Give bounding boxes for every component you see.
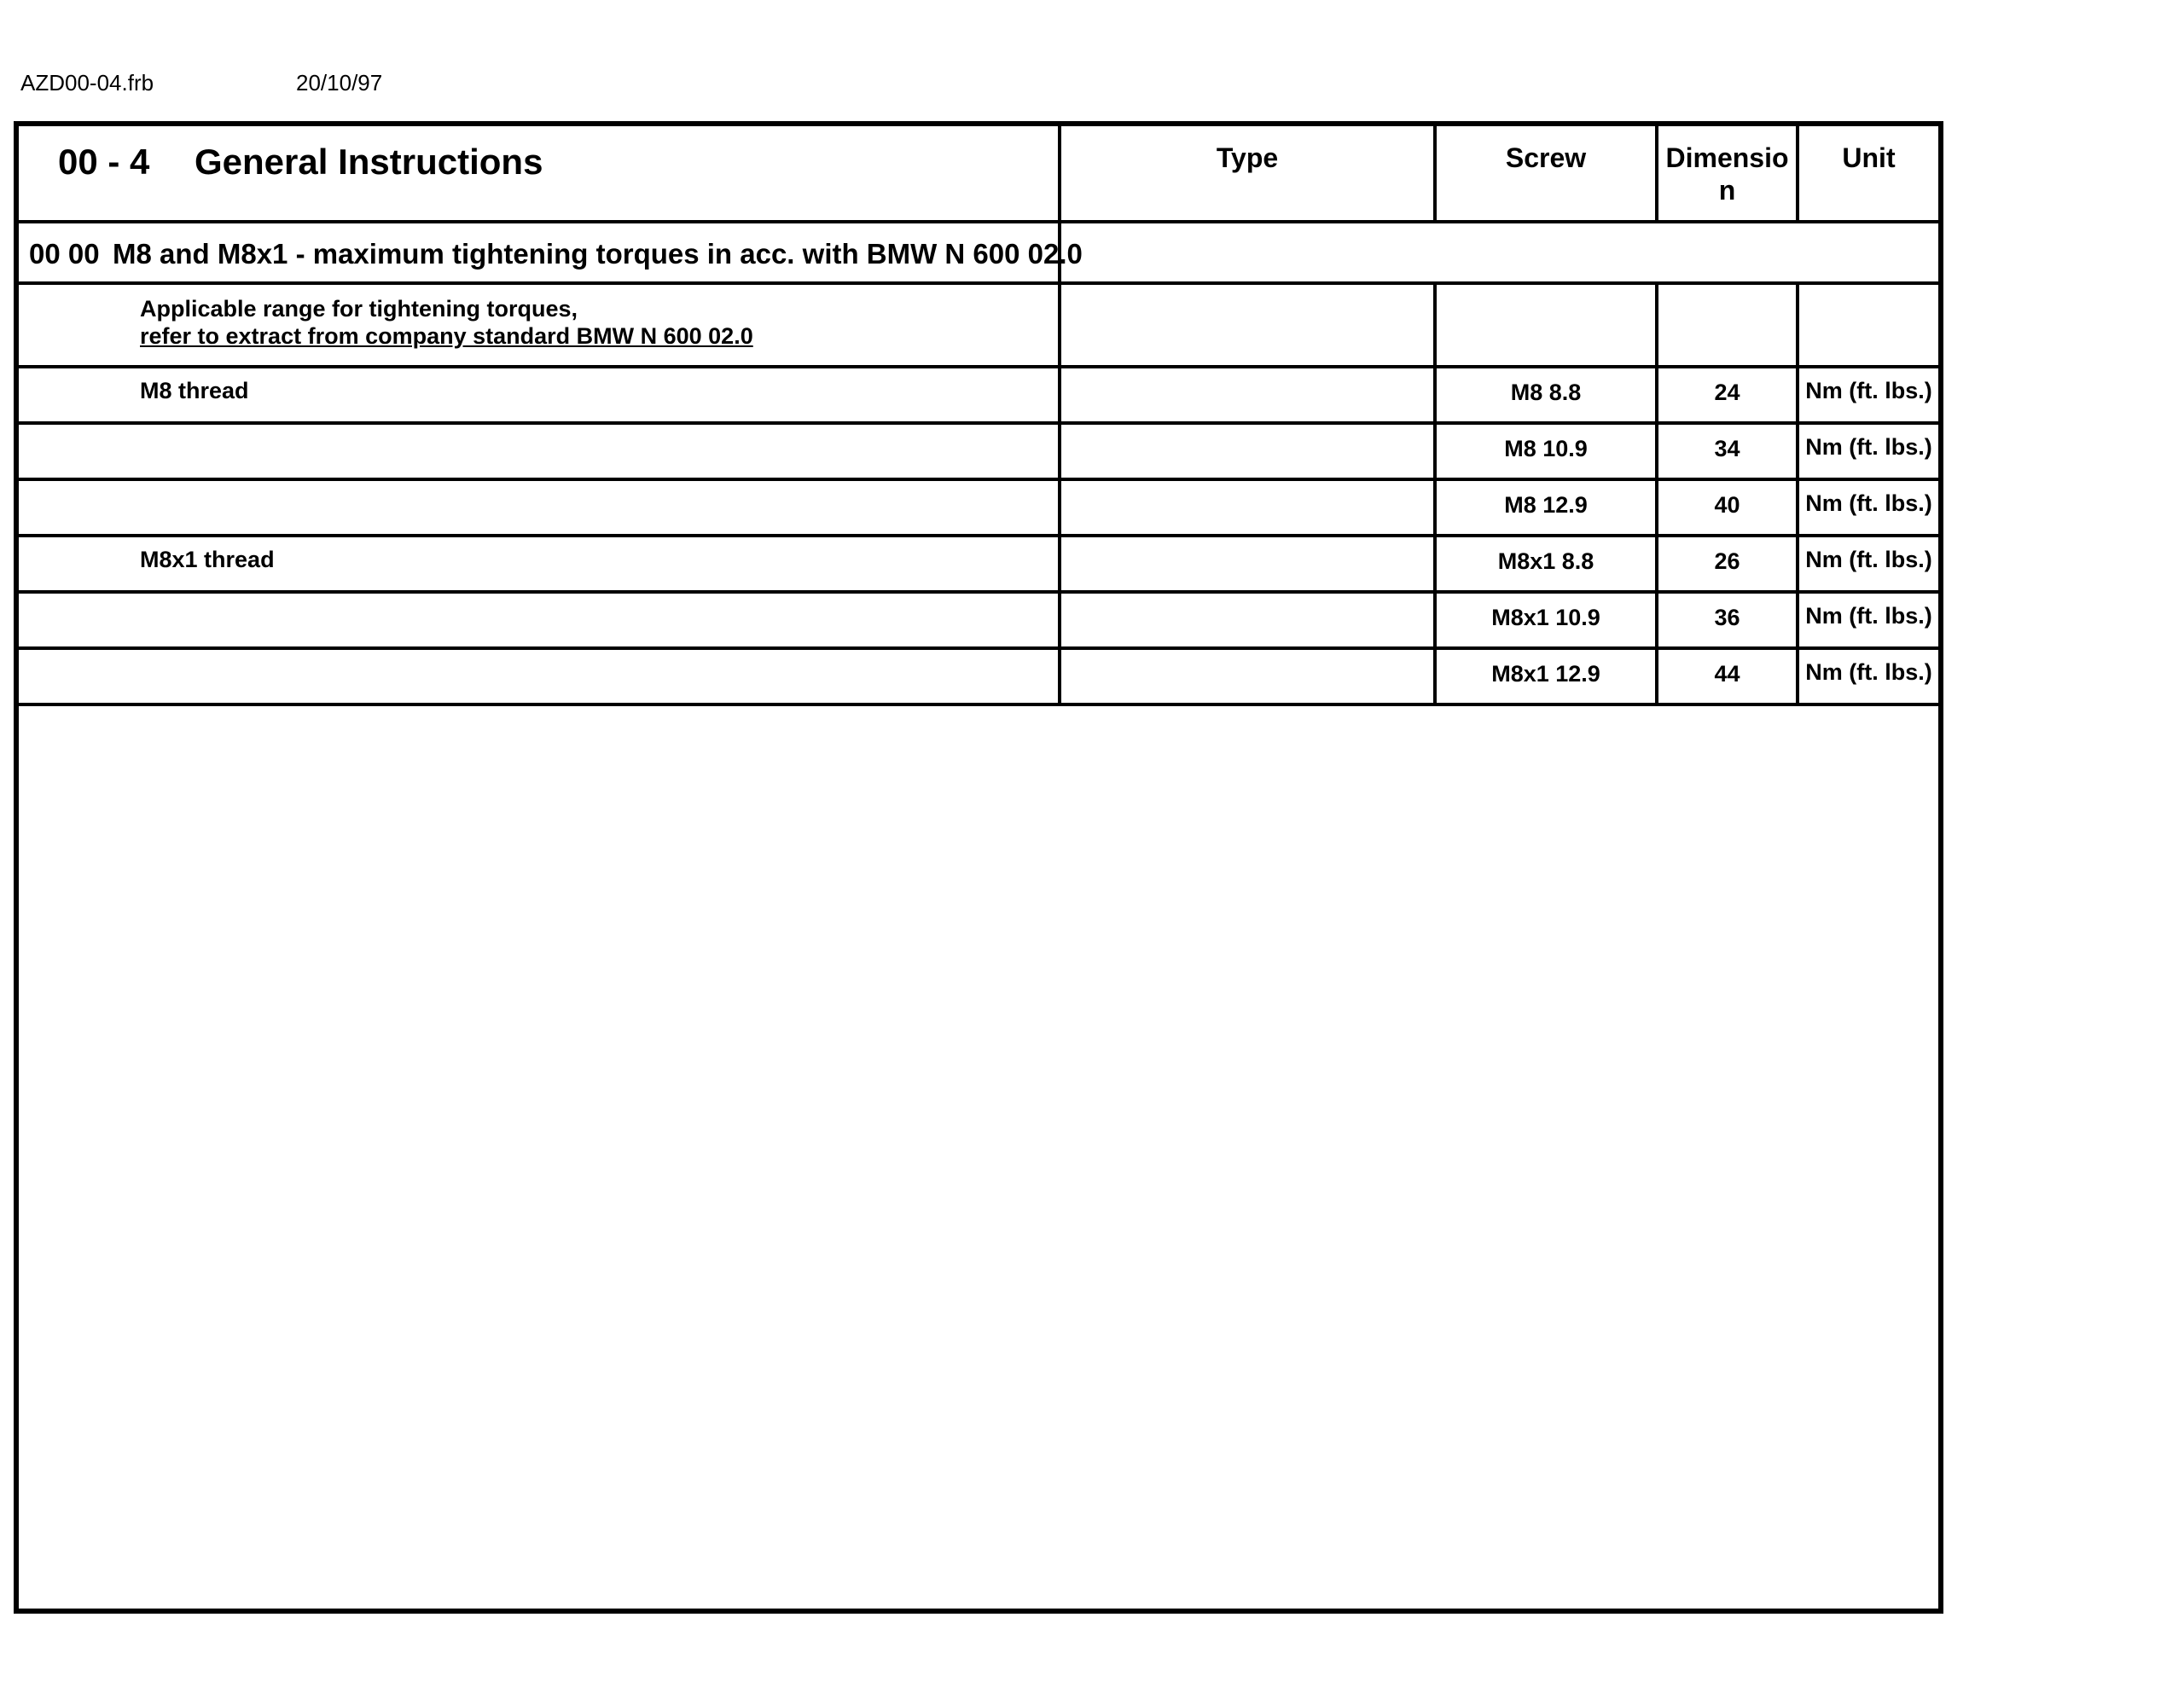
type-cell: [1060, 479, 1435, 536]
unit-cell: Nm (ft. lbs.): [1798, 592, 1938, 648]
unit-cell: Nm (ft. lbs.): [1798, 367, 1938, 423]
unit-cell: Nm (ft. lbs.): [1798, 648, 1938, 704]
thread-cell: [19, 479, 1060, 536]
unit-cell: [1798, 283, 1938, 367]
type-cell: [1060, 592, 1435, 648]
document-date: 20/10/97: [296, 70, 383, 96]
thread-cell: M8x1 thread: [19, 536, 1060, 592]
dimension-cell: [1657, 283, 1798, 367]
section-heading: [19, 126, 1060, 222]
file-name: AZD00-04.frb: [20, 70, 154, 96]
screw-cell: M8 10.9: [1435, 423, 1657, 479]
screw-cell: M8 8.8: [1435, 367, 1657, 423]
section-title: General Instructions: [195, 142, 543, 182]
applicable-range-row: [19, 283, 1938, 367]
unit-cell: Nm (ft. lbs.): [1798, 479, 1938, 536]
dimension-cell: 44: [1657, 648, 1798, 704]
unit-cell: Nm (ft. lbs.): [1798, 423, 1938, 479]
subsection-heading: [19, 222, 1083, 283]
screw-cell: [1435, 283, 1657, 367]
instruction-sheet: [14, 121, 1943, 1614]
type-cell: [1060, 283, 1435, 367]
subsection-row: [19, 222, 1938, 283]
thread-cell: [19, 423, 1060, 479]
dimension-cell: 24: [1657, 367, 1798, 423]
table-row: [19, 536, 1938, 592]
subsection-code: 00 00: [29, 238, 100, 270]
thread-cell: [19, 648, 1060, 704]
standard-reference: refer to extract from company standard BMW N 600 02.0: [140, 323, 753, 349]
type-cell: [1060, 536, 1435, 592]
table-row: [19, 592, 1938, 648]
type-cell: [1060, 648, 1435, 704]
column-header-type: Type: [1060, 126, 1435, 222]
applicable-range-cell: [19, 283, 1060, 367]
applicable-range-text: Applicable range for tightening torques,: [140, 296, 578, 322]
table-row: [19, 367, 1938, 423]
thread-cell: [19, 592, 1060, 648]
type-cell: [1060, 367, 1435, 423]
column-header-unit: Unit: [1798, 126, 1938, 222]
thread-cell: M8 thread: [19, 367, 1060, 423]
table-row: [19, 423, 1938, 479]
screw-cell: M8 12.9: [1435, 479, 1657, 536]
section-number: 00 - 4: [58, 142, 150, 182]
table-row: [19, 479, 1938, 536]
table-header-row: [19, 126, 1938, 222]
type-cell: [1060, 423, 1435, 479]
dimension-cell: 40: [1657, 479, 1798, 536]
dimension-cell: 26: [1657, 536, 1798, 592]
table-row: [19, 648, 1938, 704]
column-header-screw: Screw: [1435, 126, 1657, 222]
subsection-empty-cell: [1060, 222, 1938, 283]
column-header-dimension: Dimension: [1657, 126, 1798, 222]
dimension-cell: 36: [1657, 592, 1798, 648]
screw-cell: M8x1 10.9: [1435, 592, 1657, 648]
subsection-title: M8 and M8x1 - maximum tightening torques in acc. with BMW N 600 02.0: [113, 238, 1083, 270]
torque-table: [19, 126, 1938, 706]
unit-cell: Nm (ft. lbs.): [1798, 536, 1938, 592]
screw-cell: M8x1 12.9: [1435, 648, 1657, 704]
dimension-cell: 34: [1657, 423, 1798, 479]
screw-cell: M8x1 8.8: [1435, 536, 1657, 592]
